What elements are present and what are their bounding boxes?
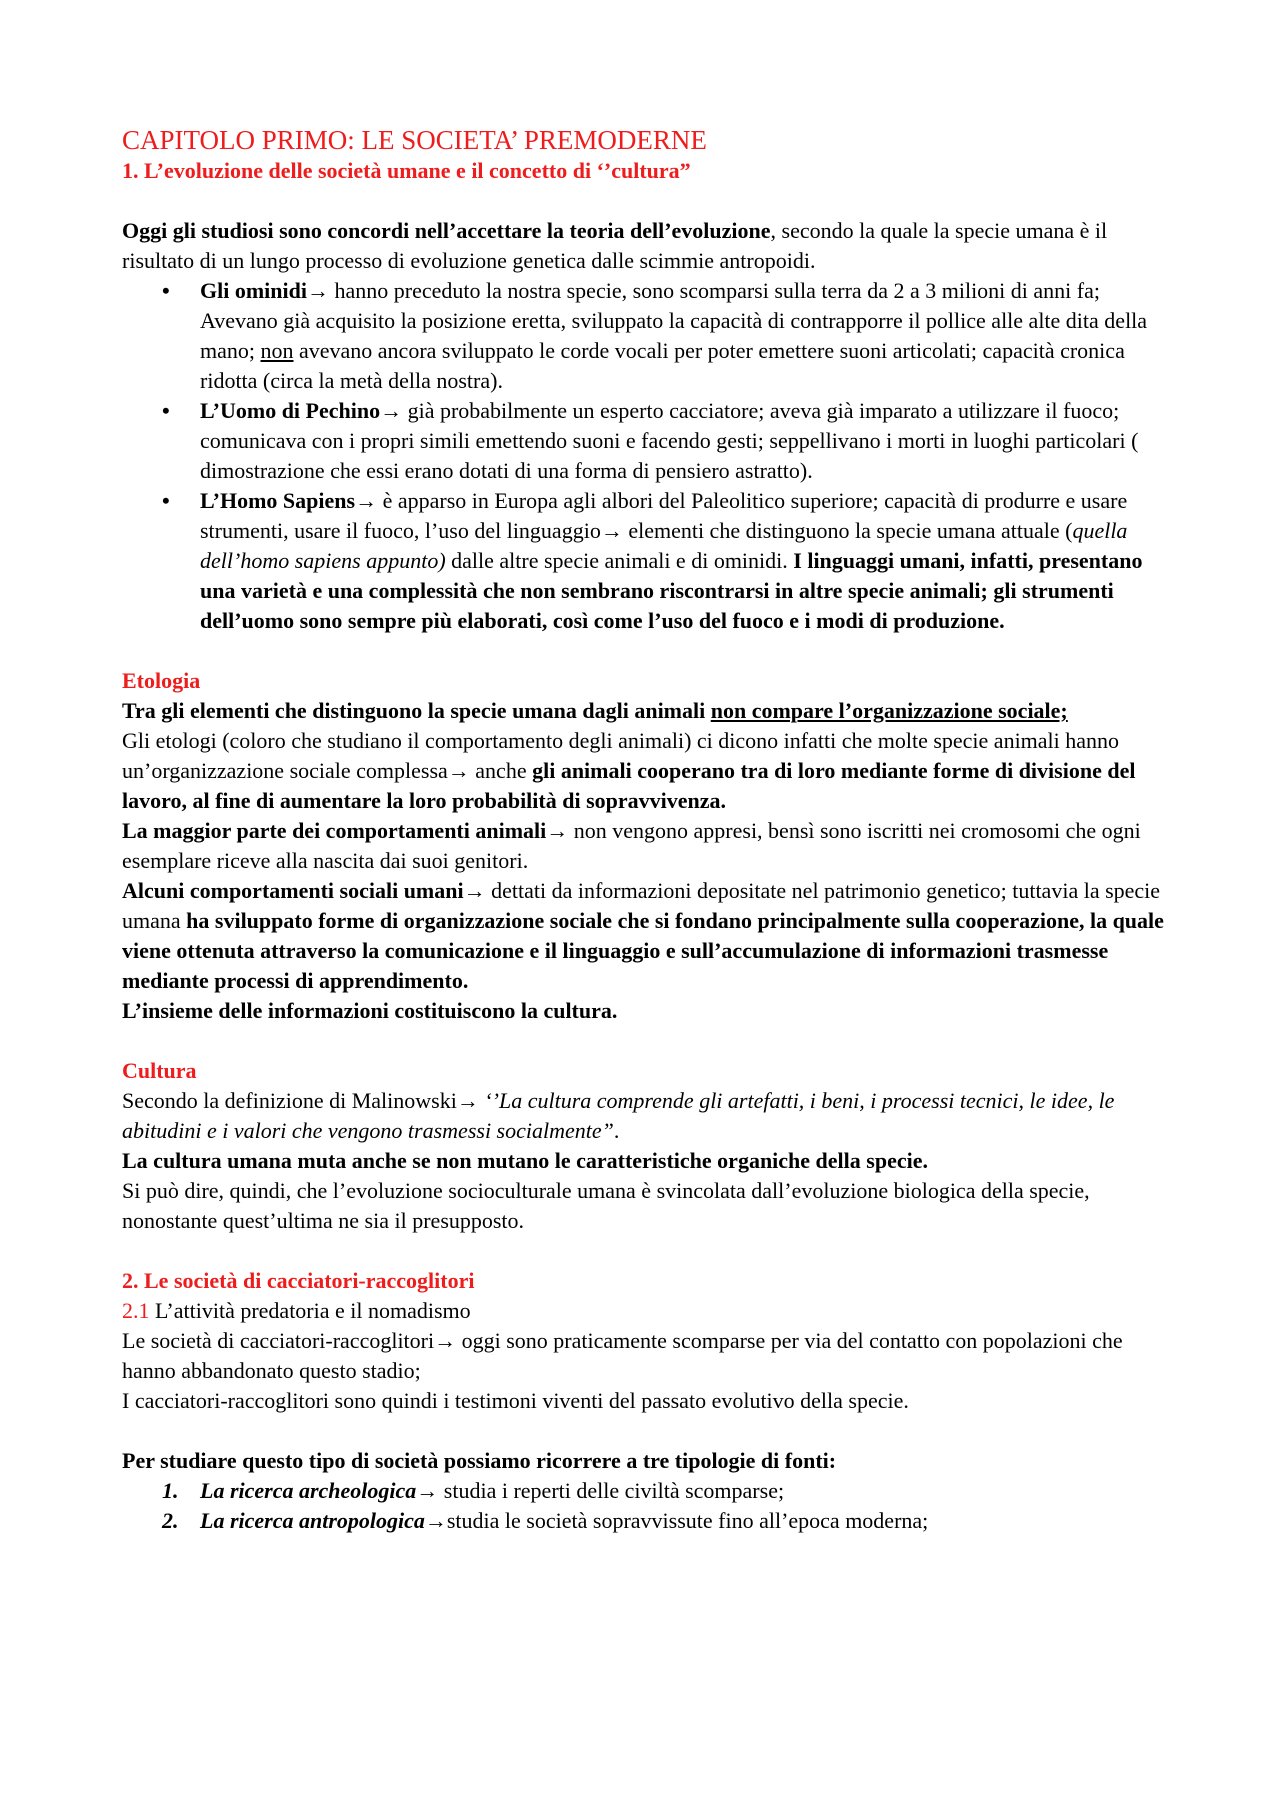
text: .: [613, 1118, 620, 1143]
cultura-p2: [122, 1146, 1172, 1176]
bullet-text: avevano ancora sviluppato le corde vocali per poter emettere suoni articolati; capacità cronica ridotta (circa la metà della nostra).: [200, 338, 1125, 393]
italic-quote: ‘’La cultura comprende gli artefatti, i beni, i processi tecnici, le idee, le abitudini e i valori che vengono trasmessi socialmente”: [122, 1088, 1115, 1143]
bold-text: gli animali cooperano tra di loro mediante forme di divisione del lavoro, al fine di aumentare la loro probabilità di sopravvivenza.: [122, 758, 1136, 813]
subsection-title: L’attività predatoria e il nomadismo: [149, 1298, 471, 1323]
text: dettati da informazioni depositate nel patrimonio genetico; tuttavia la specie umana: [122, 878, 1161, 933]
etologia-p4: [122, 996, 1172, 1026]
bullet-label: L’Uomo di Pechino: [200, 398, 381, 423]
etologia-p2: [122, 816, 1172, 876]
bullet-icon: •: [162, 398, 170, 423]
bold-text: I linguaggi umani, infatti, presentano una varietà e una complessità che non sembrano riscontrarsi in altre specie animali; gli strumenti dell’uomo sono sempre più elaborati, così come l’uso del fuoco e i modi di produzione.: [200, 548, 1143, 633]
subsection-2-1: [122, 1296, 1172, 1326]
list-number: 2.: [162, 1508, 179, 1533]
bullet-text: elementi che distinguono la specie umana attuale (: [622, 518, 1073, 543]
bold-text: La maggior parte dei comportamenti animali: [122, 818, 547, 843]
italic-text: quella dell’homo sapiens appunto): [200, 518, 1128, 573]
text: oggi sono praticamente scomparse per via del contatto con popolazioni che hanno abbandonato questo stadio;: [122, 1328, 1123, 1383]
section-2-title: 2. Le società di cacciatori-raccoglitori: [122, 1268, 475, 1293]
arrow-icon: →: [546, 818, 569, 843]
arrow-icon: →: [355, 488, 378, 513]
list-label: La ricerca archeologica: [200, 1478, 417, 1503]
bullet-label: Gli ominidi: [200, 278, 307, 303]
bold-text: Per studiare questo tipo di società possiamo ricorrere a tre tipologie di fonti:: [122, 1448, 837, 1473]
arrow-icon: →: [456, 1088, 479, 1113]
etologia-p1: [122, 726, 1172, 816]
subsection-number: 2.1: [122, 1298, 150, 1323]
bullet-list: [122, 276, 1172, 636]
spacer: [122, 1416, 1172, 1446]
underlined-text: non compare l’organizzazione sociale;: [710, 698, 1068, 723]
bullet-text: hanno preceduto la nostra specie, sono scomparsi sulla terra da 2 a 3 milioni di anni fa; Avevano già acquisito la posizione eretta, sviluppato la capacità di contrapporre il pollice alle alte dita della mano;: [200, 278, 1148, 363]
bullet-item-homo-sapiens: [122, 486, 1172, 636]
text: Le società di cacciatori-raccoglitori: [122, 1328, 435, 1353]
intro-paragraph: [122, 216, 1172, 276]
section2-p1: [122, 1326, 1172, 1386]
bullet-item-pechino: [122, 396, 1172, 486]
intro-text: , secondo la quale la specie umana è il risultato di un lungo processo di evoluzione genetica dalle scimmie antropoidi.: [122, 218, 1108, 273]
underlined-word: non: [260, 338, 294, 363]
etologia-heading: Etologia: [122, 668, 201, 693]
bullet-item-ominidi: [122, 276, 1172, 396]
list-item: [122, 1506, 1172, 1536]
list-item: [122, 1476, 1172, 1506]
section-1-title: 1. L’evoluzione delle società umane e il concetto di ‘’cultura”: [122, 158, 691, 183]
list-label: La ricerca antropologica: [200, 1508, 425, 1533]
text: Secondo la definizione di Malinowski: [122, 1088, 457, 1113]
document-page: [122, 124, 1172, 1536]
bullet-text: è apparso in Europa agli albori del Paleolitico superiore; capacità di produrre e usare strumenti, usare il fuoco, l’uso del linguaggio: [200, 488, 1128, 543]
bullet-label: L’Homo Sapiens: [200, 488, 356, 513]
etologia-lead: [122, 696, 1172, 726]
section2-p3: [122, 1446, 1172, 1476]
bullet-icon: •: [162, 278, 170, 303]
bold-text: L’insieme delle informazioni costituiscono la cultura.: [122, 998, 618, 1023]
numbered-list: [122, 1476, 1172, 1536]
arrow-icon: →: [424, 1508, 447, 1533]
bullet-icon: •: [162, 488, 170, 513]
cultura-heading: Cultura: [122, 1058, 197, 1083]
intro-bold: Oggi gli studiosi sono concordi nell’accettare la teoria dell’evoluzione: [122, 218, 771, 243]
arrow-icon: →: [380, 398, 403, 423]
text: non vengono appresi, bensì sono iscritti nei cromosomi che ogni esemplare riceve alla nascita dai suoi genitori.: [122, 818, 1141, 873]
bold-text: Alcuni comportamenti sociali umani: [122, 878, 464, 903]
arrow-icon: →: [434, 1328, 457, 1353]
list-number: 1.: [162, 1478, 179, 1503]
cultura-p1: [122, 1086, 1172, 1146]
list-text: studia le società sopravvissute fino all’epoca moderna;: [446, 1508, 929, 1533]
bold-text: Tra gli elementi che distinguono la specie umana dagli animali: [122, 698, 711, 723]
spacer: [122, 1236, 1172, 1266]
etologia-p3: [122, 876, 1172, 996]
cultura-p3: Si può dire, quindi, che l’evoluzione socioculturale umana è svincolata dall’evoluzione biologica della specie, nonostante quest’ultima ne sia il presupposto.: [122, 1178, 1090, 1233]
arrow-icon: →: [447, 758, 470, 783]
list-text: studia i reperti delle civiltà scomparse;: [438, 1478, 785, 1503]
text: Gli etologi (coloro che studiano il comportamento degli animali) ci dicono infatti che molte specie animali hanno un’organizzazione sociale complessa: [122, 728, 1120, 783]
arrow-icon: →: [416, 1478, 439, 1503]
arrow-icon: →: [600, 518, 623, 543]
bold-text: La cultura umana muta anche se non mutano le caratteristiche organiche della specie.: [122, 1148, 928, 1173]
bullet-text: già probabilmente un esperto cacciatore; aveva già imparato a utilizzare il fuoco; comunicava con i propri simili emettendo suoni e facendo gesti; seppellivano i morti in luoghi particolari ( dimostrazione che essi erano dotati di una forma di pensiero astratto).: [200, 398, 1139, 483]
spacer: [122, 186, 1172, 216]
bold-text: ha sviluppato forme di organizzazione sociale che si fondano principalmente sulla cooperazione, la quale viene ottenuta attraverso la comunicazione e il linguaggio e sull’accumulazione di informazioni trasmesse mediante processi di apprendimento.: [122, 908, 1164, 993]
chapter-title: CAPITOLO PRIMO: LE SOCIETA’ PREMODERNE: [122, 125, 707, 155]
arrow-icon: →: [463, 878, 486, 903]
section2-p2: I cacciatori-raccoglitori sono quindi i testimoni viventi del passato evolutivo della specie.: [122, 1388, 909, 1413]
spacer: [122, 636, 1172, 666]
arrow-icon: →: [306, 278, 329, 303]
text: anche: [469, 758, 533, 783]
spacer: [122, 1026, 1172, 1056]
bullet-text: dalle altre specie animali e di ominidi.: [445, 548, 794, 573]
